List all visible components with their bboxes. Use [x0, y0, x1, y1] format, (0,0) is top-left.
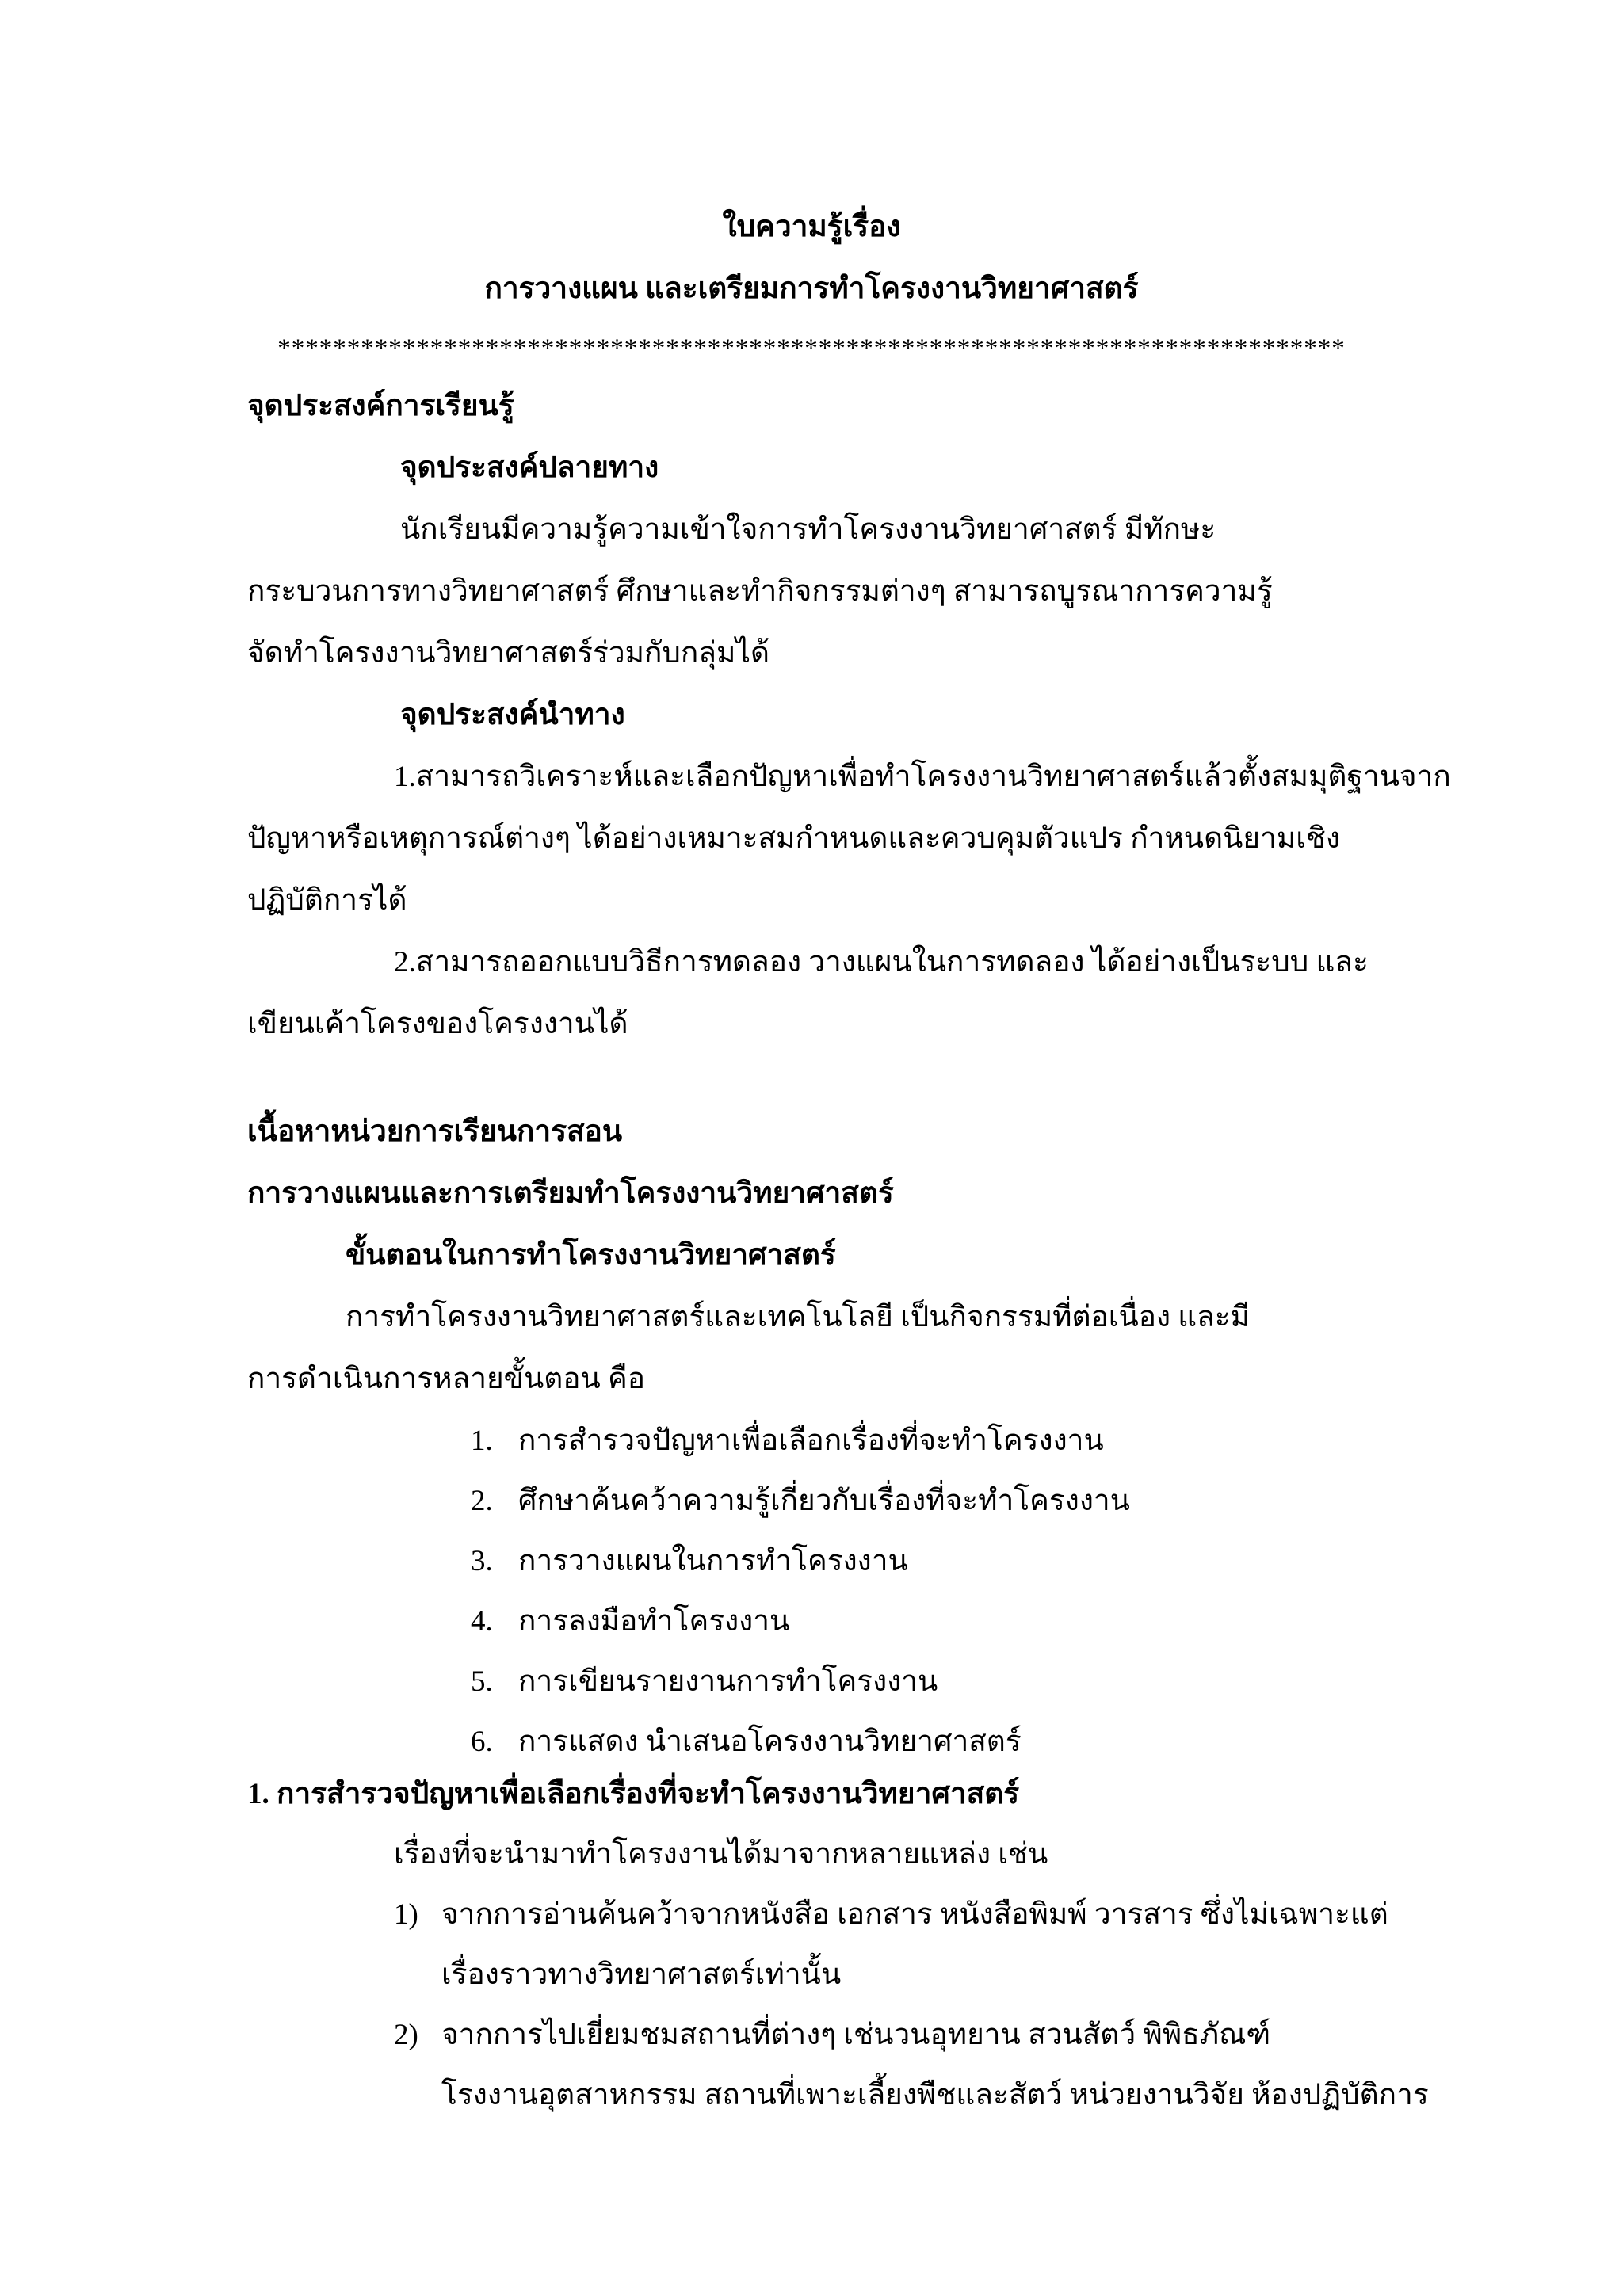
list-item-continuation: เรื่องราวทางวิทยาศาสตร์เท่านั้น — [441, 1958, 842, 1991]
list-item-text: ศึกษาค้นคว้าความรู้เกี่ยวกับเรื่องที่จะทำโครงงาน — [518, 1485, 1130, 1517]
list-item-number: 2. — [471, 1485, 493, 1517]
terminal-objective-heading: จุดประสงค์ปลายทาง — [400, 452, 659, 484]
list-item — [471, 1426, 1104, 1455]
enabling-objective-line: ปัญหาหรือเหตุการณ์ต่างๆ ได้อย่างเหมาะสมกำหนดและควบคุมตัวแปร กำหนดนิยามเชิง — [247, 822, 1341, 855]
list-item-number: 5. — [471, 1665, 493, 1698]
list-item — [471, 1547, 908, 1576]
enabling-objective-line: เขียนเค้าโครงของโครงงานได้ — [247, 1008, 628, 1040]
document-title: ใบความรู้เรื่อง — [722, 211, 901, 243]
terminal-objective-line: จัดทำโครงงานวิทยาศาสตร์ร่วมกับกลุ่มได้ — [247, 637, 769, 669]
enabling-objective-line: ปฏิบัติการได้ — [247, 884, 407, 917]
list-item-text: การลงมือทำโครงงาน — [518, 1605, 790, 1638]
list-item-number: 2) — [394, 2019, 418, 2051]
list-item-text: การแสดง นำเสนอโครงงานวิทยาศาสตร์ — [518, 1726, 1022, 1758]
enabling-objective-line: 1.สามารถวิเคราะห์และเลือกปัญหาเพื่อทำโครงงานวิทยาศาสตร์แล้วตั้งสมมุติฐานจาก — [394, 761, 1451, 793]
list-item — [471, 1727, 1022, 1756]
enabling-objective-heading: จุดประสงค์นำทาง — [400, 699, 625, 731]
list-item-continuation: โรงงานอุตสาหกรรม สถานที่เพาะเลี้ยงพืชและสัตว์ หน่วยงานวิจัย ห้องปฏิบัติการ — [441, 2079, 1429, 2111]
terminal-objective-line: กระบวนการทางวิทยาศาสตร์ ศึกษาและทำกิจกรรมต่างๆ สามารถบูรณาการความรู้ — [247, 575, 1273, 608]
enabling-objective-line: 2.สามารถออกแบบวิธีการทดลอง วางแผนในการทดลอง ได้อย่างเป็นระบบ และ — [394, 946, 1369, 978]
list-item-number: 1. — [471, 1425, 493, 1457]
list-item-text: การวางแผนในการทำโครงงาน — [518, 1545, 908, 1577]
list-item-number: 4. — [471, 1605, 493, 1638]
list-item — [394, 1900, 1388, 1929]
list-item-number: 6. — [471, 1726, 493, 1758]
list-item-text: การเขียนรายงานการทำโครงงาน — [518, 1665, 938, 1698]
steps-heading: ขั้นตอนในการทำโครงงานวิทยาศาสตร์ — [346, 1239, 836, 1272]
list-item — [471, 1667, 938, 1696]
separator-line: ***************************************************************************** — [277, 334, 1346, 363]
list-item-text: การสำรวจปัญหาเพื่อเลือกเรื่องที่จะทำโครงงาน — [518, 1425, 1104, 1457]
list-item-text: จากการอ่านค้นคว้าจากหนังสือ เอกสาร หนังสือพิมพ์ วารสาร ซึ่งไม่เฉพาะแต่ — [441, 1898, 1388, 1931]
list-item — [471, 1607, 789, 1636]
document-subtitle: การวางแผน และเตรียมการทำโครงงานวิทยาศาสตร์ — [484, 273, 1139, 305]
terminal-objective-line: นักเรียนมีความรู้ความเข้าใจการทำโครงงานวิทยาศาสตร์ มีทักษะ — [400, 513, 1216, 546]
steps-intro-line: การดำเนินการหลายขั้นตอน คือ — [247, 1363, 646, 1395]
objectives-heading: จุดประสงค์การเรียนรู้ — [247, 390, 514, 422]
content-subheading: การวางแผนและการเตรียมทำโครงงานวิทยาศาสตร์ — [247, 1177, 894, 1210]
list-item-text: จากการไปเยี่ยมชมสถานที่ต่างๆ เช่นวนอุทยาน สวนสัตว์ พิพิธภัณฑ์ — [441, 2019, 1271, 2051]
list-item-number: 1) — [394, 1898, 418, 1931]
content-heading: เนื้อหาหน่วยการเรียนการสอน — [247, 1116, 623, 1148]
list-item-number: 3. — [471, 1545, 493, 1577]
steps-intro-line: การทำโครงงานวิทยาศาสตร์และเทคโนโลยี เป็นกิจกรรมที่ต่อเนื่อง และมี — [346, 1301, 1251, 1333]
list-item — [471, 1486, 1130, 1516]
section-heading: 1. การสำรวจปัญหาเพื่อเลือกเรื่องที่จะทำโครงงานวิทยาศาสตร์ — [247, 1778, 1020, 1810]
section-intro: เรื่องที่จะนำมาทำโครงงานได้มาจากหลายแหล่ง เช่น — [394, 1838, 1048, 1871]
list-item — [394, 2020, 1270, 2050]
